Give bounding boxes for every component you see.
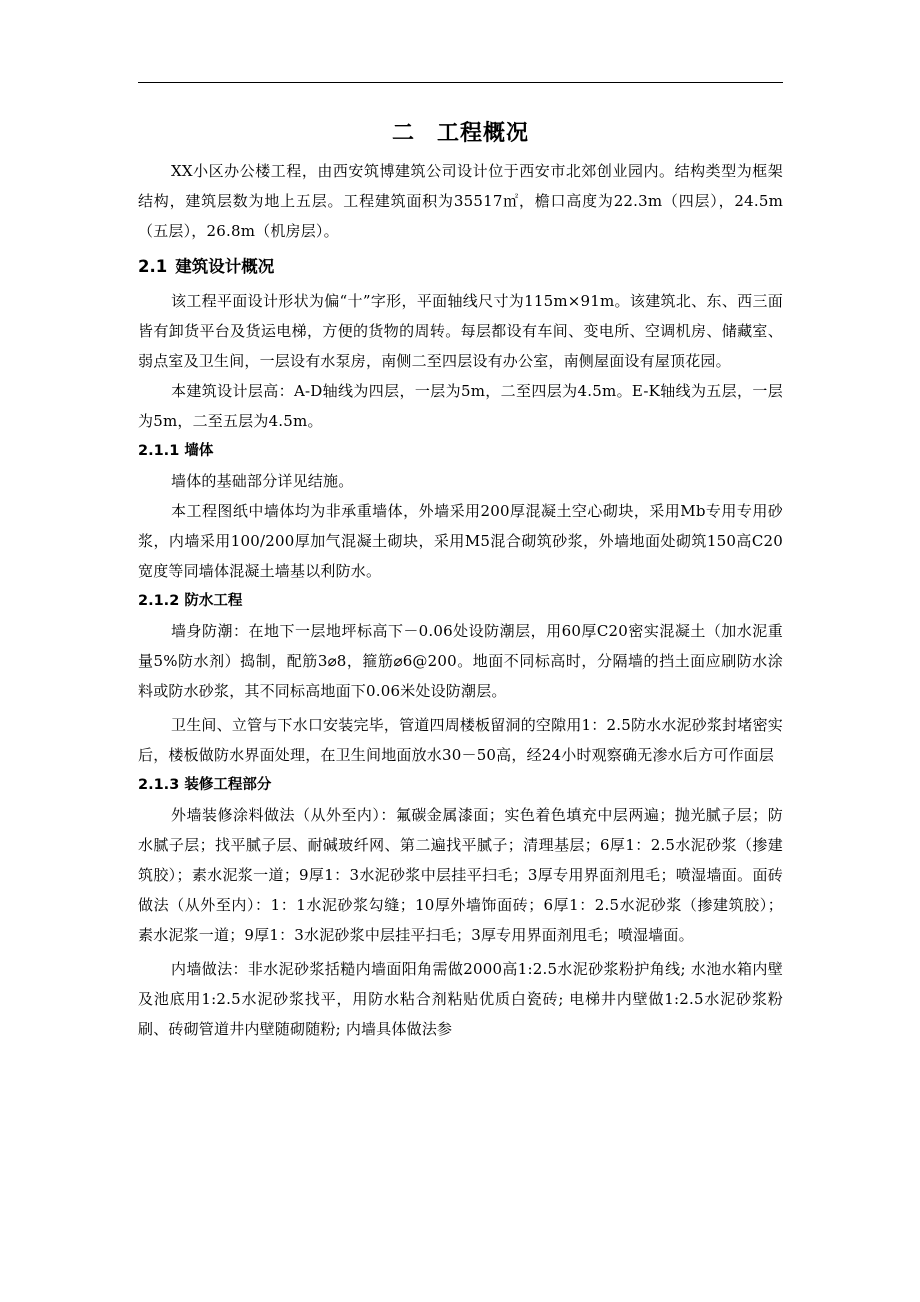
paragraph: 卫生间、立管与下水口安装完毕，管道四周楼板留洞的空隙用1：2.5防水水泥砂浆封堵密实后，楼板做防水界面处理，在卫生间地面放水30－50高，经24小时观察确无渗水后方可作面层 [138,716,783,764]
paragraph: 内墙做法：非水泥砂浆括糙内墙面阳角需做2000高1:2.5水泥砂浆粉护角线; 水池水箱内壁及池底用1:2.5水泥砂浆找平，用防水粘合剂粘贴优质白瓷砖; 电梯井内壁做1:2.5水泥砂浆粉刷、砖砌管道井内壁随砌随粉; 内墙具体做法参 [138,960,783,1038]
paragraph: 该工程平面设计形状为偏“十”字形，平面轴线尺寸为115m×91m。该建筑北、东、西三面皆有卸货平台及货运电梯，方便的货物的周转。每层都设有车间、变电所、空调机房、储藏室、弱点室及卫生间，一层设有水泵房，南侧二至四层设有办公室，南侧屋面设有屋顶花园。 [138,292,783,370]
subsection-heading-waterproofing: 2.1.2 防水工程 [138,593,243,609]
chapter-title [138,112,783,156]
paragraph: 本建筑设计层高：A-D轴线为四层，一层为5m，二至四层为4.5m。E-K轴线为五层，一层为5m，二至五层为4.5m。 [138,382,783,430]
paragraph: 外墙装修涂料做法（从外至内）：氟碳金属漆面；实色着色填充中层两遍；抛光腻子层；防水腻子层；找平腻子层、耐碱玻纤网、第二遍找平腻子；清理基层；6厚1：2.5水泥砂浆（掺建筑胶）；素水泥浆一道；9厚1：3水泥砂浆中层挂平扫毛；3厚专用界面剂甩毛；喷湿墙面。面砖做法（从外至内）：1：1水泥砂浆勾缝；10厚外墙饰面砖；6厚1：2.5水泥砂浆（掺建筑胶）；素水泥浆一道；9厚1：3水泥砂浆中层挂平扫毛；3厚专用界面剂甩毛；喷湿墙面。 [138,806,783,944]
paragraph: 墙身防潮：在地下一层地坪标高下－0.06处设防潮层，用60厚C20密实混凝土（加水泥重量5%防水剂）捣制，配筋3⌀8，箍筋⌀6@200。地面不同标高时，分隔墙的挡土面应刷防水涂料或防水砂浆，其不同标高地面下0.06米处设防潮层。 [138,622,783,700]
section-heading-2-1 [138,252,783,284]
intro-paragraph: XX小区办公楼工程，由西安筑博建筑公司设计位于西安市北郊创业园内。结构类型为框架结构，建筑层数为地上五层。工程建筑面积为35517㎡，檐口高度为22.3m（四层），24.5m（五层），26.8m（机房层）。 [138,162,783,240]
section-number: 2.1 [138,257,168,276]
chapter-number: 二 [391,121,415,146]
subsection-heading-wall: 2.1.1 墙体 [138,443,214,459]
document-body [138,112,783,1044]
section-title-text: 建筑设计概况 [175,257,275,276]
subsection-heading-decoration: 2.1.3 装修工程部分 [138,777,272,793]
paragraph: 墙体的基础部分详见结施。 [171,472,354,490]
paragraph: 本工程图纸中墙体均为非承重墙体，外墙采用200厚混凝土空心砌块，采用Mb专用专用砂浆，内墙采用100/200厚加气混凝土砌块，采用M5混合砌筑砂浆，外墙地面处砌筑150高C20宽度等同墙体混凝土墙基以利防水。 [138,502,783,580]
chapter-title-text: 工程概况 [437,121,530,146]
header-rule [138,82,783,83]
